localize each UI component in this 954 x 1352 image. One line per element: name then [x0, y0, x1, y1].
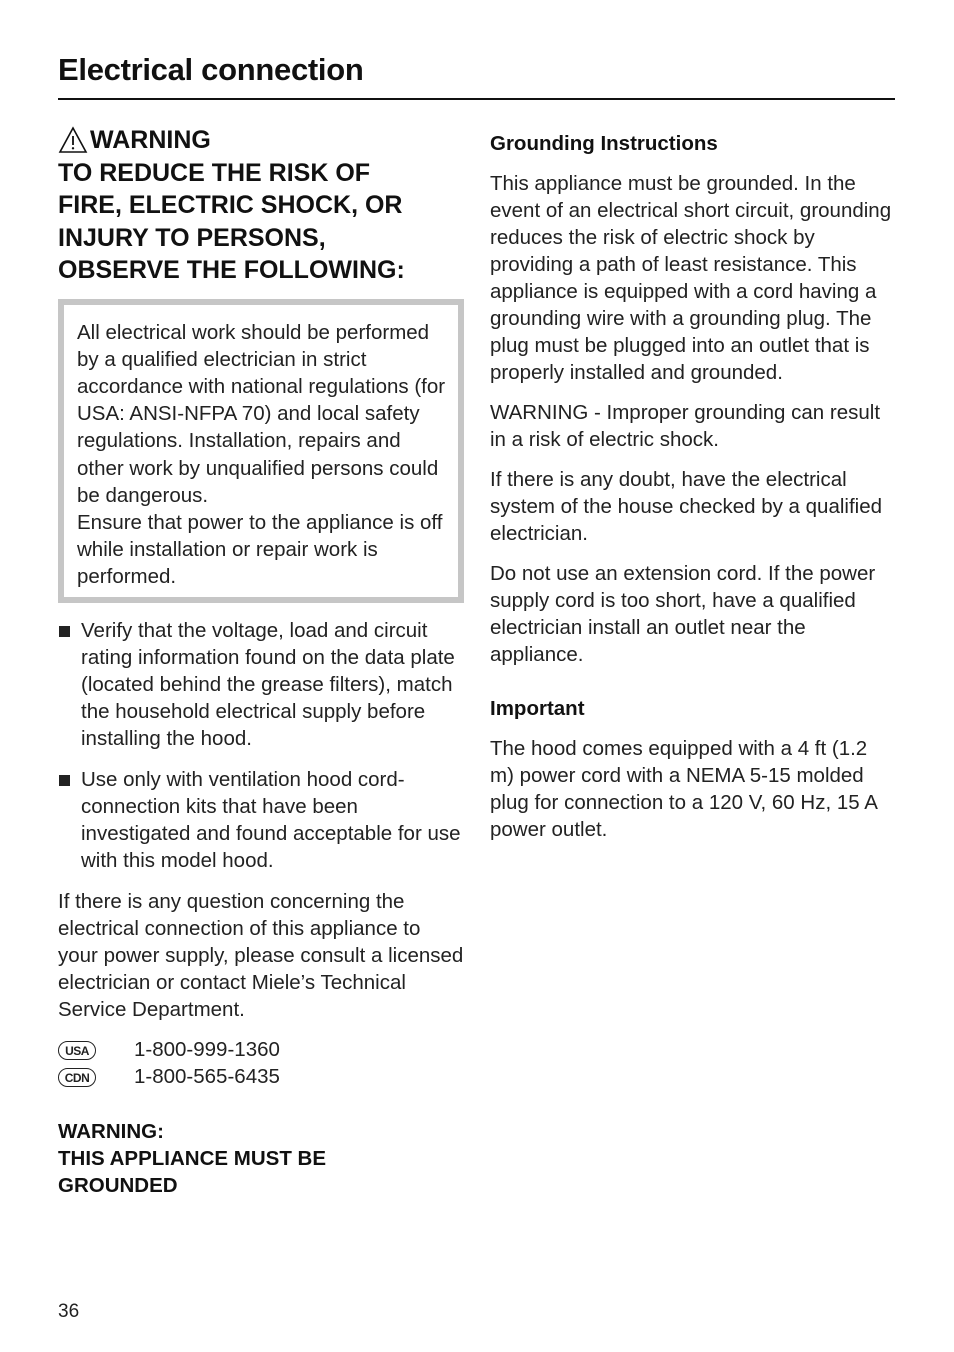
title-rule [58, 98, 895, 100]
list-item [58, 766, 464, 874]
grounding-warning [58, 1118, 464, 1199]
usa-badge-icon: USA [58, 1041, 96, 1060]
grounding-warning-line: GROUNDED [58, 1173, 178, 1197]
grounding-warning-line: THIS APPLIANCE MUST BE [58, 1146, 327, 1170]
bullet-square-icon [59, 775, 70, 786]
warning-line: INJURY TO PERSONS, [58, 223, 326, 252]
list-item-text: Use only with ventilation hood cord-connection kits that have been investigated and found acceptable for use with this model hood. [81, 767, 461, 872]
list-item [58, 617, 464, 752]
page-title: Electrical connection [58, 52, 364, 87]
warning-triangle-icon [58, 126, 88, 154]
important-heading: Important [490, 697, 585, 720]
instruction-list [58, 617, 464, 874]
grounding-paragraph: If there is any doubt, have the electrical system of the house checked by a qualified electrician. [490, 468, 883, 545]
warning-word: WARNING [90, 126, 211, 154]
warning-line: OBSERVE THE FOLLOWING: [58, 256, 405, 284]
safety-warning-heading [58, 124, 464, 287]
notice-paragraph: Ensure that power to the appliance is off while installation or repair work is performed. [77, 510, 443, 589]
contact-paragraph: If there is any question concerning the electrical connection of this appliance to your power supply, please consult a licensed electrician or contact Miele’s Technical Service Department. [58, 889, 464, 1021]
phone-list [58, 1037, 464, 1091]
grounding-instructions-heading: Grounding Instructions [490, 132, 718, 155]
page-number: 36 [58, 1301, 80, 1322]
important-paragraph: The hood comes equipped with a 4 ft (1.2 m) power cord with a NEMA 5-15 molded plug for connection to a 120 V, 60 Hz, 15 A power outlet. [490, 737, 877, 841]
phone-number: 1-800-999-1360 [134, 1038, 280, 1062]
notice-paragraph: All electrical work should be performed by a qualified electrician in strict accordance with national regulations (for USA: ANSI-NFPA 70) and local safety regulations. Installation, repairs and other work by unqualified persons could be dangerous. [77, 320, 446, 507]
phone-row-cdn [58, 1064, 464, 1091]
phone-number: 1-800-565-6435 [134, 1065, 280, 1089]
grounding-warning-line: WARNING: [58, 1119, 164, 1143]
warning-line: FIRE, ELECTRIC SHOCK, OR [58, 191, 403, 219]
right-column [490, 130, 895, 856]
grounding-paragraph: WARNING - Improper grounding can result in a risk of electric shock. [490, 401, 881, 451]
warning-line: TO REDUCE THE RISK OF [58, 158, 371, 187]
left-column [58, 124, 464, 1199]
phone-row-usa [58, 1037, 464, 1064]
electrical-work-notice-box [58, 299, 464, 603]
grounding-paragraph: This appliance must be grounded. In the event of an electrical short circuit, grounding reduces the risk of electric shock by providing a path of least resistance. This appliance is equipped with a cord having a grounding wire with a grounding plug. The plug must be plugged into an outlet that is properly installed and grounded. [490, 172, 892, 384]
grounding-paragraph: Do not use an extension cord. If the power supply cord is too short, have a qualified electrician install an outlet near the appliance. [490, 562, 876, 666]
list-item-text: Verify that the voltage, load and circuit rating information found on the data plate (located behind the grease filters), match the household electrical supply before installing the hood. [81, 618, 455, 750]
cdn-badge-icon: CDN [58, 1068, 96, 1087]
bullet-square-icon [59, 626, 70, 637]
